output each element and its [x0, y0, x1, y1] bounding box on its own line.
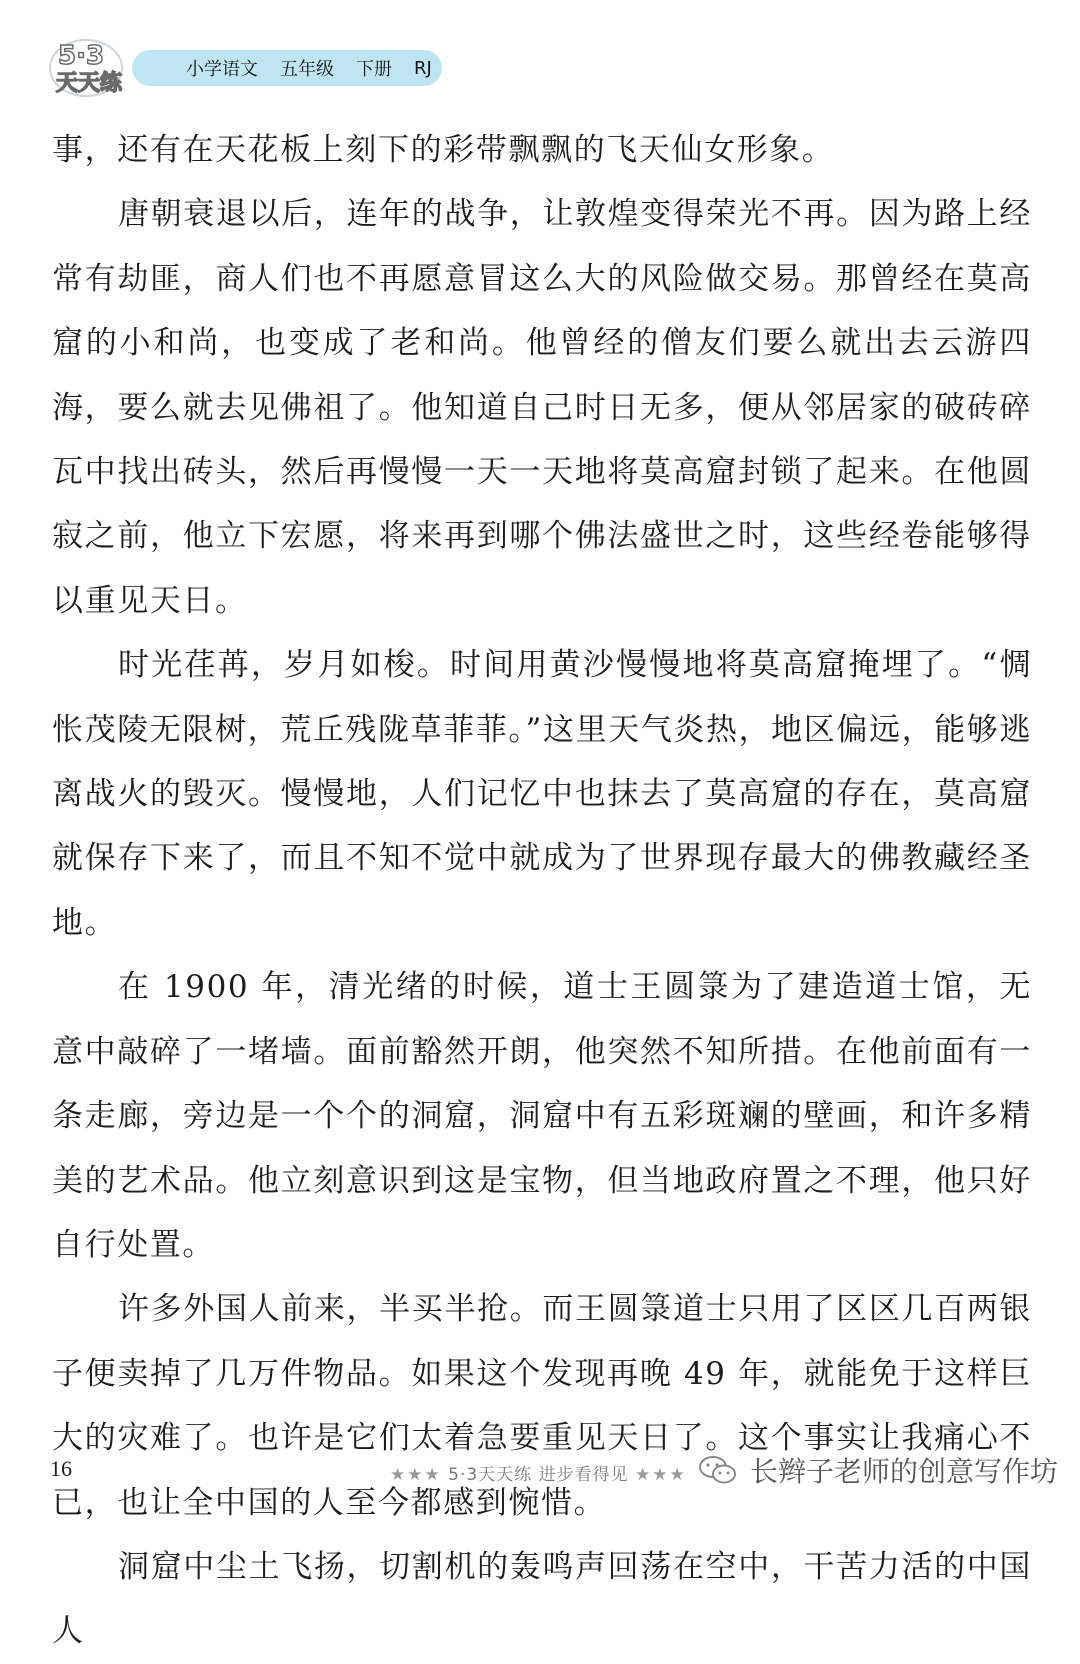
svg-text:天天练: 天天练: [56, 71, 123, 96]
grade-label: 五年级: [280, 59, 334, 80]
watermark-text: 长辫子老师的创意写作坊: [750, 1455, 1059, 1488]
paragraph: 在 1900 年，清光绪的时候，道士王圆箓为了建造道士馆，无意中敲碎了一堵墙。面前豁然开朗，他突然不知所措。在他前面有一条走廊，旁边是一个个的洞窟，洞窟中有五彩斑斓的壁画，和许多精美的艺术品。他立刻意识到这是宝物，但当地政府置之不理，他只好自行处置。: [52, 969, 1032, 1263]
edition-label: RJ: [414, 57, 432, 79]
paragraph: 事，还有在天花板上刻下的彩带飘飘的飞天仙女形象。: [52, 132, 835, 168]
body-text: [52, 118, 1032, 1664]
book-info-pill: [132, 50, 442, 86]
svg-text:5·3: 5·3: [58, 41, 105, 71]
page-header: [40, 22, 640, 102]
volume-label: 下册: [356, 59, 392, 80]
paragraph: 时光荏苒，岁月如梭。时间用黄沙慢慢地将莫高窟掩埋了。“惆怅茂陵无限树，荒丘残陇草菲菲。”这里天气炎热，地区偏远，能够逃离战火的毁灭。慢慢地，人们记忆中也抹去了莫高窟的存在，莫高窟就保存下来了，而且不知不觉中就成为了世界现存最大的佛教藏经圣地。: [52, 647, 1032, 941]
wechat-icon: [698, 1454, 738, 1486]
star-icon: ★★★: [390, 1465, 442, 1485]
page-footer: [0, 1440, 1080, 1500]
page-number: 16: [50, 1456, 72, 1481]
wechat-watermark: [698, 1450, 1058, 1490]
paragraph: 唐朝衰退以后，连年的战争，让敦煌变得荣光不再。因为路上经常有劫匪，商人们也不再愿意冒这么大的风险做交易。那曾经在莫高窟的小和尚，也变成了老和尚。他曾经的僧友们要么就出去云游四海，要么就去见佛祖了。他知道自己时日无多，便从邻居家的破砖碎瓦中找出砖头，然后再慢慢一天一天地将莫高窟封锁了起来。在他圆寂之前，他立下宏愿，将来再到哪个佛法盛世之时，这些经卷能够得以重见天日。: [52, 196, 1032, 619]
star-icon: ★★★: [635, 1465, 687, 1485]
slogan-text: 5·3天天练 进步看得见: [448, 1465, 629, 1485]
paragraph: 洞窟中尘土飞扬，切割机的轰鸣声回荡在空中，干苦力活的中国人: [52, 1548, 1032, 1650]
footer-slogan: [390, 1460, 687, 1485]
paragraph: 许多外国人前来，半买半抢。而王圆箓道士只用了区区几百两银子便卖掉了几万件物品。如果这个发现再晚 49 年，就能免于这样巨大的灾难了。也许是它们太着急要重见天日了。这个事实让我痛心不已，也让全中国的人至今都感到惋惜。: [52, 1291, 1032, 1521]
subject-label: 小学语文: [186, 59, 258, 80]
